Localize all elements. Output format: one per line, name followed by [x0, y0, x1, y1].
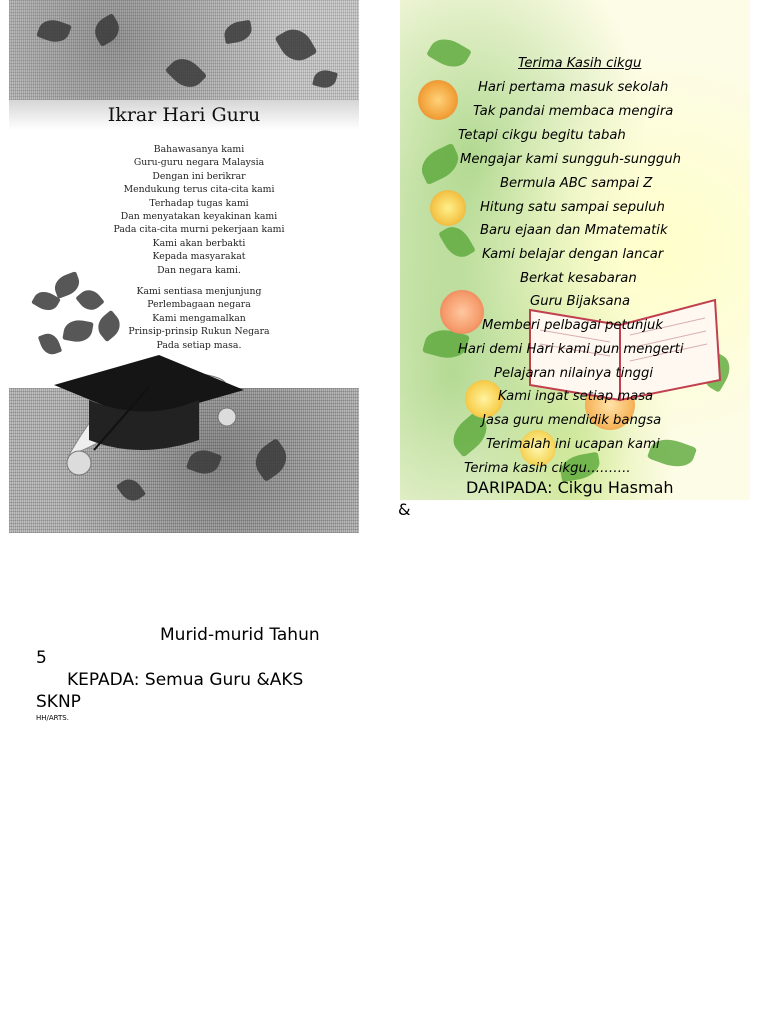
pledge-line: Perlembagaan negara [147, 299, 251, 311]
pledge-line: Kepada masyarakat [152, 251, 246, 263]
poem-line: Bermula ABC sampai Z [500, 176, 653, 191]
daripada-line: DARIPADA: Cikgu Hasmah [466, 478, 674, 497]
poem-line: Memberi pelbagai petunjuk [482, 318, 664, 333]
poem-line: Berkat kesabaran [520, 271, 637, 286]
pledge-line: Mendukung terus cita-cita kami [123, 184, 275, 196]
pledge-line: Kami akan berbakti [152, 237, 246, 249]
poem-line: Jasa guru mendidik bangsa [482, 413, 662, 428]
leaf-decoration [426, 32, 472, 74]
pledge-stanza-1 [99, 143, 299, 277]
pledge-stanza-2 [99, 285, 299, 352]
pledge-line: Terhadap tugas kami [149, 197, 249, 209]
pledge-line: Guru-guru negara Malaysia [133, 157, 265, 169]
poem-line: Hitung satu sampai sepuluh [480, 200, 665, 215]
ampersand: & [398, 500, 411, 519]
pledge-line: Dengan ini berikrar [152, 170, 246, 182]
pledge-line: Pada cita-cita murni pekerjaan kami [113, 224, 285, 236]
poem-line: Mengajar kami sungguh-sungguh [460, 152, 681, 167]
leaf-decoration [438, 221, 476, 262]
ikrar-title: Ikrar Hari Guru [107, 104, 261, 126]
credit-text: HH/ARTS. [36, 714, 69, 722]
poem-line: Baru ejaan dan Mmatematik [480, 223, 668, 238]
pledge-line: Dan negara kami. [157, 264, 241, 276]
school-name: SKNP [36, 692, 81, 712]
pledge-line: Prinsip-prinsip Rukun Negara [128, 326, 270, 338]
poem-line: Hari pertama masuk sekolah [478, 80, 669, 95]
kepada-line: KEPADA: Semua Guru &AKS [67, 670, 304, 690]
plant-leaf [62, 318, 93, 345]
poem-line: Terimalah ini ucapan kami [486, 437, 660, 452]
poem-line: Pelajaran nilainya tinggi [494, 366, 654, 381]
poem-line: Kami ingat setiap masa [498, 389, 654, 404]
rose-flower [440, 290, 484, 334]
year-number: 5 [36, 648, 47, 668]
poem-line: Hari demi Hari kami pun mengerti [458, 342, 684, 357]
poem-line: Terima kasih cikgu………. [464, 461, 631, 476]
poem-title: Terima Kasih cikgu [518, 56, 642, 71]
pledge-line: Kami mengamalkan [152, 312, 246, 324]
leaf-decoration [416, 143, 464, 185]
rose-flower [430, 190, 466, 226]
poem-line: Tak pandai membaca mengira [473, 104, 674, 119]
graduation-cap-icon [49, 345, 249, 480]
ikrar-hari-guru-card [9, 0, 359, 533]
pledge-text [99, 143, 299, 352]
poem-line: Tetapi cikgu begitu tabah [458, 128, 626, 143]
rose-flower [418, 80, 458, 120]
murid-line: Murid-murid Tahun [160, 625, 320, 645]
pledge-line: Bahawasanya kami [153, 144, 245, 155]
pledge-line: Pada setiap masa. [156, 339, 242, 351]
pledge-line: Kami sentiasa menjunjung [136, 286, 262, 298]
terima-kasih-card [400, 0, 750, 500]
poem-line: Kami belajar dengan lancar [482, 247, 664, 262]
poem-line: Guru Bijaksana [530, 294, 631, 309]
pledge-line: Dan menyatakan keyakinan kami [120, 211, 278, 223]
